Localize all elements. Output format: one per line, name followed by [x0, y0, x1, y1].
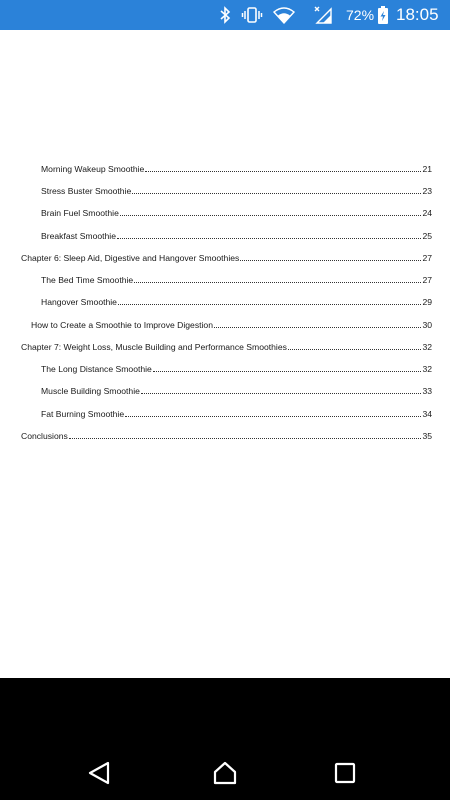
toc-dot-leader [153, 371, 421, 372]
toc-entry-title: Muscle Building Smoothie [41, 386, 140, 396]
toc-entry[interactable] [41, 225, 432, 241]
battery-charging-icon [377, 0, 389, 30]
toc-entry[interactable] [31, 314, 432, 330]
toc-entry[interactable] [41, 158, 432, 174]
toc-entry-title: The Long Distance Smoothie [41, 364, 152, 374]
toc-dot-leader [132, 193, 421, 194]
toc-dot-leader [214, 327, 421, 328]
clock: 18:05 [396, 5, 439, 24]
toc-entry[interactable] [21, 425, 432, 441]
toc-entry[interactable] [41, 180, 432, 196]
toc-entry-page: 32 [422, 342, 432, 352]
signal-icon [311, 0, 333, 30]
toc-entry-page: 29 [422, 297, 432, 307]
toc-entry-title: The Bed Time Smoothie [41, 275, 134, 285]
toc-entry-page: 34 [422, 409, 432, 419]
toc-entry-title: Fat Burning Smoothie [41, 409, 125, 419]
toc-entry-page: 33 [422, 386, 432, 396]
status-bar [0, 0, 450, 30]
toc-entry[interactable] [41, 380, 432, 396]
toc-dot-leader [117, 238, 421, 239]
toc-entry[interactable] [41, 358, 432, 374]
toc-dot-leader [141, 393, 421, 394]
toc-dot-leader [145, 171, 421, 172]
toc-entry[interactable] [21, 247, 432, 263]
back-icon [79, 753, 119, 793]
toc-entry-page: 35 [422, 431, 432, 441]
toc-dot-leader [134, 282, 421, 283]
toc-entry-title: Morning Wakeup Smoothie [41, 164, 145, 174]
toc-entry-title: Hangover Smoothie [41, 297, 117, 307]
battery-percent: 72% [346, 7, 375, 23]
toc-entry-page: 30 [422, 320, 432, 330]
back-button[interactable] [79, 753, 119, 793]
toc-entry-title: Brain Fuel Smoothie [41, 208, 119, 218]
toc-entry-page: 27 [422, 275, 432, 285]
toc-dot-leader [118, 304, 421, 305]
toc-entry[interactable] [41, 291, 432, 307]
toc-entry-page: 32 [422, 364, 432, 374]
toc-entry-title: Stress Buster Smoothie [41, 186, 132, 196]
document-page [0, 30, 450, 678]
toc-dot-leader [120, 215, 421, 216]
toc-entry-title: Breakfast Smoothie [41, 231, 116, 241]
toc-entry[interactable] [21, 336, 432, 352]
toc-dot-leader [288, 349, 421, 350]
toc-dot-leader [125, 416, 421, 417]
toc-entry-title: Chapter 6: Sleep Aid, Digestive and Hangover Smoothies [21, 253, 240, 263]
bluetooth-icon [219, 0, 231, 30]
recents-button[interactable] [325, 753, 365, 793]
toc-entry[interactable] [41, 202, 432, 218]
toc-entry-title: Conclusions [21, 431, 68, 441]
home-icon [205, 753, 245, 793]
toc-entry-title: How to Create a Smoothie to Improve Digestion [31, 320, 213, 330]
toc-entry[interactable] [41, 269, 432, 285]
toc-entry-page: 27 [422, 253, 432, 263]
home-button[interactable] [205, 753, 245, 793]
toc-entry-title: Chapter 7: Weight Loss, Muscle Building and Performance Smoothies [21, 342, 287, 352]
toc-entry-page: 23 [422, 186, 432, 196]
wifi-icon [273, 0, 295, 30]
recents-icon [325, 753, 365, 793]
toc-dot-leader [240, 260, 421, 261]
toc-entry[interactable] [41, 403, 432, 419]
vibrate-icon [241, 0, 263, 30]
toc-entry-page: 25 [422, 231, 432, 241]
toc-entry-page: 24 [422, 208, 432, 218]
toc-entry-page: 21 [422, 164, 432, 174]
toc-dot-leader [69, 438, 421, 439]
navigation-bar [0, 678, 450, 800]
